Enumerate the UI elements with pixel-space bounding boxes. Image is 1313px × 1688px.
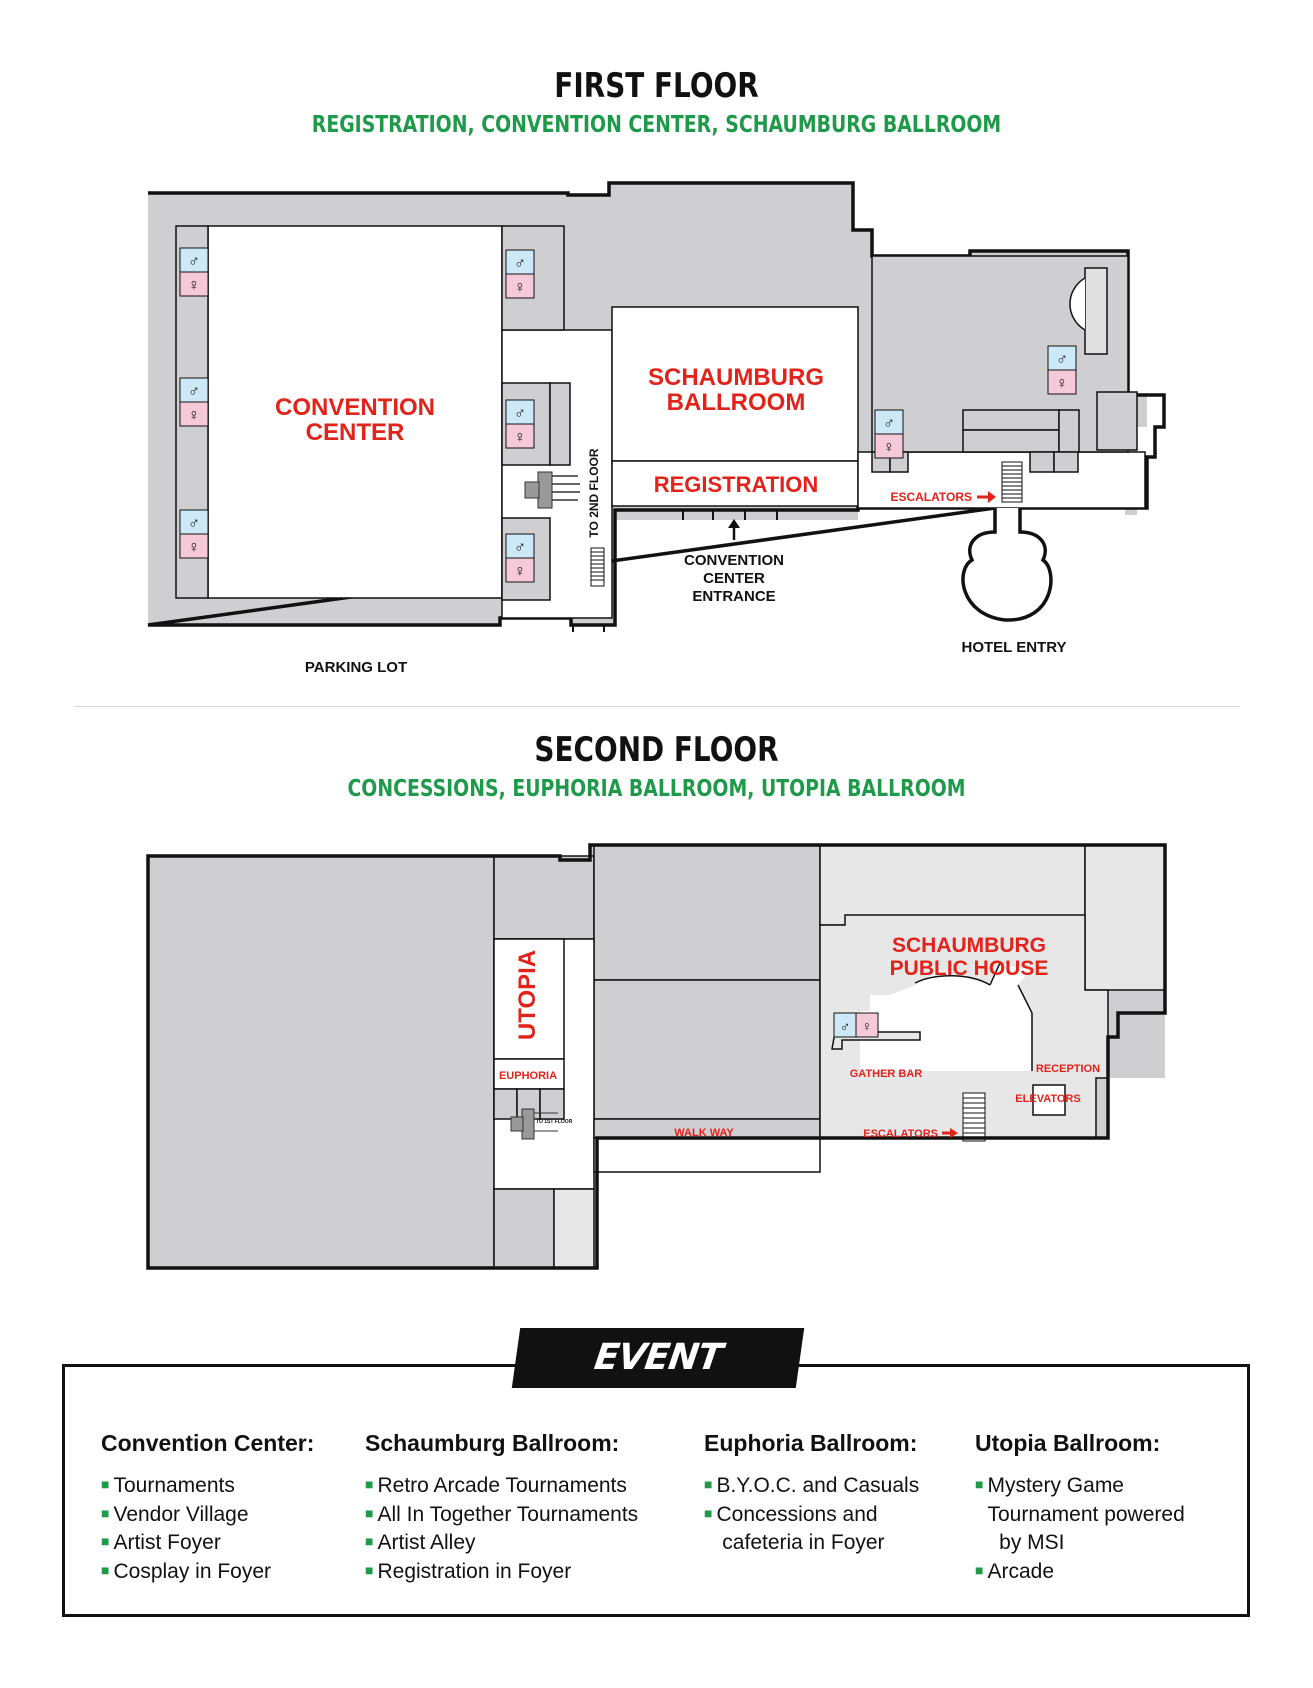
svg-text:♂: ♂ [839, 1018, 851, 1034]
first-floor-subtitle: REGISTRATION, CONVENTION CENTER, SCHAUMBURG BALLROOM [311, 112, 1002, 138]
escalators-label-2: ESCALATORS [863, 1128, 938, 1140]
column-title: Utopia Ballroom: [975, 1430, 1161, 1456]
column-title: Euphoria Ballroom: [704, 1430, 918, 1456]
public-house-label-2: PUBLIC HOUSE [889, 957, 1049, 980]
euphoria-ballroom-column [704, 1430, 919, 1557]
list-item: cafeteria in Foyer [716, 1531, 885, 1554]
list-item: ■ B.Y.O.C. and Casuals [704, 1474, 920, 1497]
event-spaces-badge: EVENT SPACES! [512, 1328, 804, 1388]
gather-bar-label: GATHER BAR [849, 1068, 923, 1080]
walk-way-label: WALK WAY [674, 1127, 734, 1139]
utopia-ballroom-column [975, 1430, 1185, 1585]
svg-text:♂: ♂ [188, 515, 200, 532]
svg-text:♀: ♀ [861, 1018, 873, 1034]
list-item: ■ Retro Arcade Tournaments [365, 1474, 627, 1497]
svg-text:♂: ♂ [514, 405, 526, 422]
column-title: Schaumburg Ballroom: [365, 1430, 620, 1456]
utopia-label: UTOPIA [514, 949, 541, 1041]
svg-text:♂: ♂ [188, 253, 200, 270]
public-house-label-1: SCHAUMBURG [892, 934, 1046, 957]
list-item: ■ Arcade [975, 1559, 1055, 1583]
hotel-entry-label: HOTEL ENTRY [961, 639, 1067, 656]
list-item: ■ Tournaments [101, 1474, 235, 1497]
list-item: ■ All In Together Tournaments [365, 1502, 639, 1526]
svg-text:♂: ♂ [514, 255, 526, 272]
column-title: Convention Center: [101, 1430, 315, 1456]
escalators-label: ESCALATORS [890, 490, 972, 504]
schaumburg-ballroom-label-2: BALLROOM [666, 389, 806, 416]
convention-center-column [101, 1430, 314, 1585]
svg-text:♀: ♀ [514, 429, 526, 446]
arrow-up-icon [728, 519, 740, 540]
svg-text:♀: ♀ [514, 563, 526, 580]
list-item: ■ Registration in Foyer [365, 1559, 572, 1583]
svg-text:♀: ♀ [188, 407, 200, 424]
list-item: ■ Cosplay in Foyer [101, 1559, 272, 1583]
parking-lot-label: PARKING LOT [304, 659, 408, 676]
list-item: ■ Vendor Village [101, 1502, 249, 1526]
svg-text:♀: ♀ [1056, 375, 1068, 392]
to-2nd-floor-label: TO 2ND FLOOR [587, 448, 601, 538]
schaumburg-ballroom-column [365, 1430, 638, 1585]
convention-center-label-2: CENTER [305, 419, 405, 446]
svg-text:♀: ♀ [188, 539, 200, 556]
list-item: ■ Concessions and [704, 1502, 878, 1526]
list-item: by MSI [987, 1531, 1065, 1554]
second-floor-title: SECOND FLOOR [534, 730, 779, 770]
svg-text:♂: ♂ [1056, 351, 1068, 368]
second-floor-map [0, 835, 1313, 1275]
reception-label: RECEPTION [1035, 1063, 1101, 1075]
first-floor-title: FIRST FLOOR [554, 66, 759, 106]
registration-label: REGISTRATION [653, 472, 819, 497]
svg-text:♀: ♀ [514, 279, 526, 296]
svg-text:♂: ♂ [188, 383, 200, 400]
list-item: ■ Artist Foyer [101, 1531, 221, 1554]
first-floor-map [0, 170, 1313, 690]
elevators-label: ELEVATORS [1015, 1093, 1081, 1105]
list-item: ■ Mystery Game [975, 1474, 1124, 1497]
convention-entrance-label-1: CONVENTION [683, 552, 785, 569]
list-item: Tournament powered [987, 1502, 1185, 1526]
svg-text:♀: ♀ [883, 439, 895, 456]
schaumburg-ballroom-label-1: SCHAUMBURG [648, 364, 824, 391]
convention-entrance-label-3: ENTRANCE [692, 588, 776, 605]
to-1st-floor-label: TO 1ST FLOOR [536, 1119, 573, 1125]
second-floor-subtitle: CONCESSIONS, EUPHORIA BALLROOM, UTOPIA BALLROOM [347, 776, 966, 802]
svg-text:♂: ♂ [514, 539, 526, 556]
convention-entrance-label-2: CENTER [703, 570, 765, 587]
convention-center-label-1: CONVENTION [274, 394, 436, 421]
svg-text:♂: ♂ [883, 415, 895, 432]
euphoria-label: EUPHORIA [498, 1070, 558, 1082]
floor-divider [74, 706, 1240, 707]
list-item: ■ Artist Alley [365, 1531, 476, 1554]
svg-text:♀: ♀ [188, 277, 200, 294]
